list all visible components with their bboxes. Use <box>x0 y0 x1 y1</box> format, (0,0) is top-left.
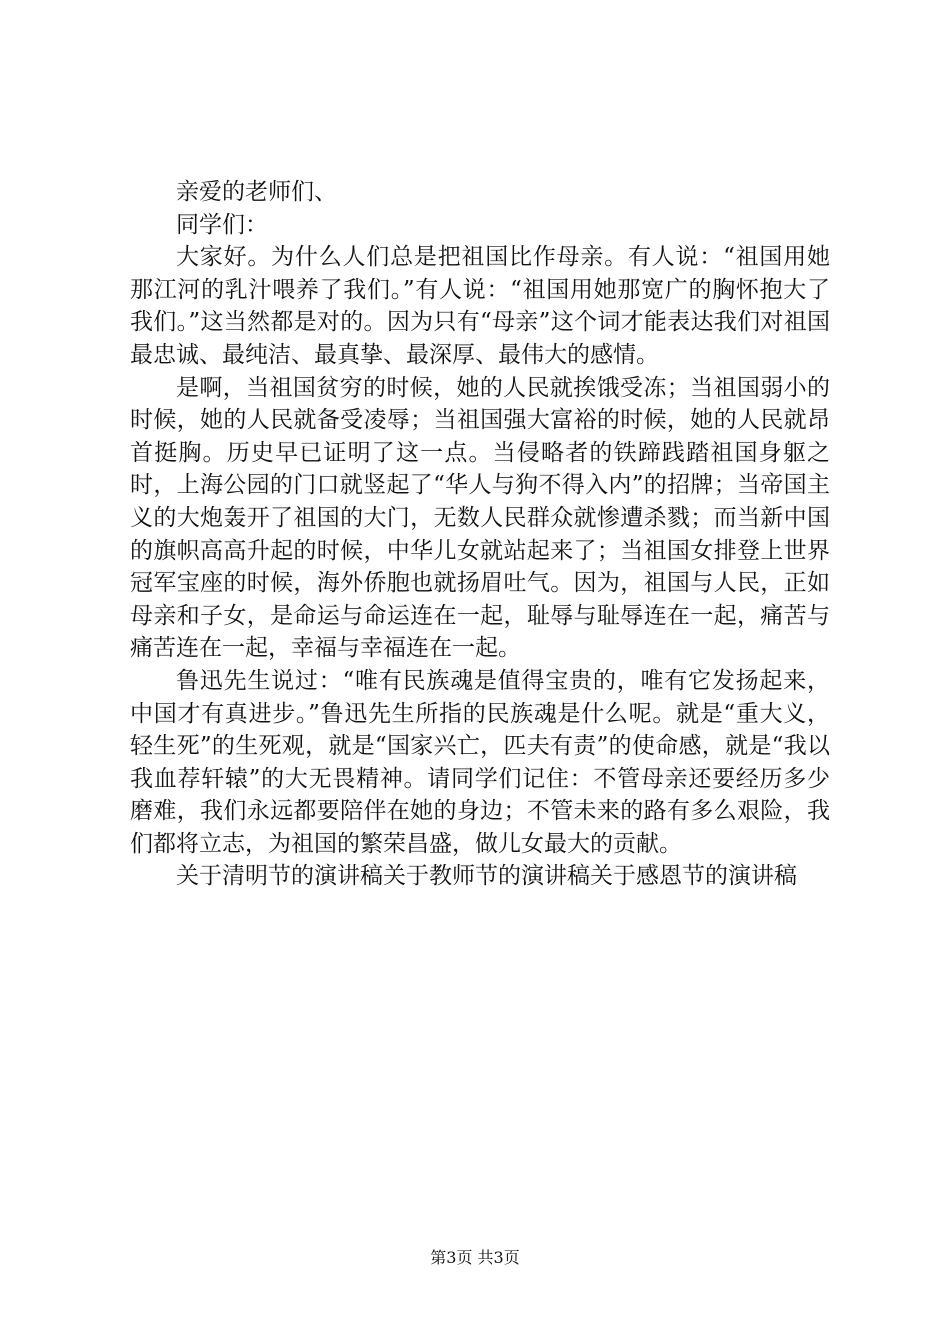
related-links[interactable]: 关于清明节的演讲稿关于教师节的演讲稿关于感恩节的演讲稿 <box>176 863 797 890</box>
paragraph-greeting: 大家好。为什么人们总是把祖国比作母亲。有人说：“祖国用她那江河的乳汁喂养了我们。”有人说：“祖国用她那宽广的胸怀抱大了我们。”这当然都是对的。因为只有“母亲”这个词才能表达我们对祖国最忠诚、最纯洁、最真挚、最深厚、最伟大的感情。 <box>130 244 830 368</box>
paragraph-history: 是啊，当祖国贫穷的时候，她的人民就挨饿受冻；当祖国弱小的时候，她的人民就备受凌辱；当祖国强大富裕的时候，她的人民就昂首挺胸。历史早已证明了这一点。当侵略者的铁蹄践踏祖国身躯之时，上海公园的门口就竖起了“华人与狗不得入内”的招牌；当帝国主义的大炮轰开了祖国的大门，无数人民群众就惨遭杀戮；而当新中国的旗帜高高升起的时候，中华儿女就站起来了；当祖国女排登上世界冠军宝座的时候，海外侨胞也就扬眉吐气。因为，祖国与人民，正如母亲和子女，是命运与命运连在一起，耻辱与耻辱连在一起，痛苦与痛苦连在一起，幸福与幸福连在一起。 <box>130 374 830 662</box>
paragraph-luxun: 鲁迅先生说过：“唯有民族魂是值得宝贵的，唯有它发扬起来，中国才有真进步。”鲁迅先生所指的民族魂是什么呢。就是“重大义，轻生死”的生死观，就是“国家兴亡，匹夫有责”的使命感，就是“我以我血荐轩辕”的大无畏精神。请同学们记住：不管母亲还要经历多少磨难，我们永远都要陪伴在她的身边；不管未来的路有多么艰险，我们都将立志，为祖国的繁荣昌盛，做儿女最大的贡献。 <box>130 667 830 857</box>
salutation-line-1: 亲爱的老师们、 <box>176 179 337 205</box>
document-body <box>130 176 830 893</box>
page-footer: 第3页 共3页 <box>430 1248 520 1267</box>
salutation-line-2: 同学们： <box>176 211 268 238</box>
